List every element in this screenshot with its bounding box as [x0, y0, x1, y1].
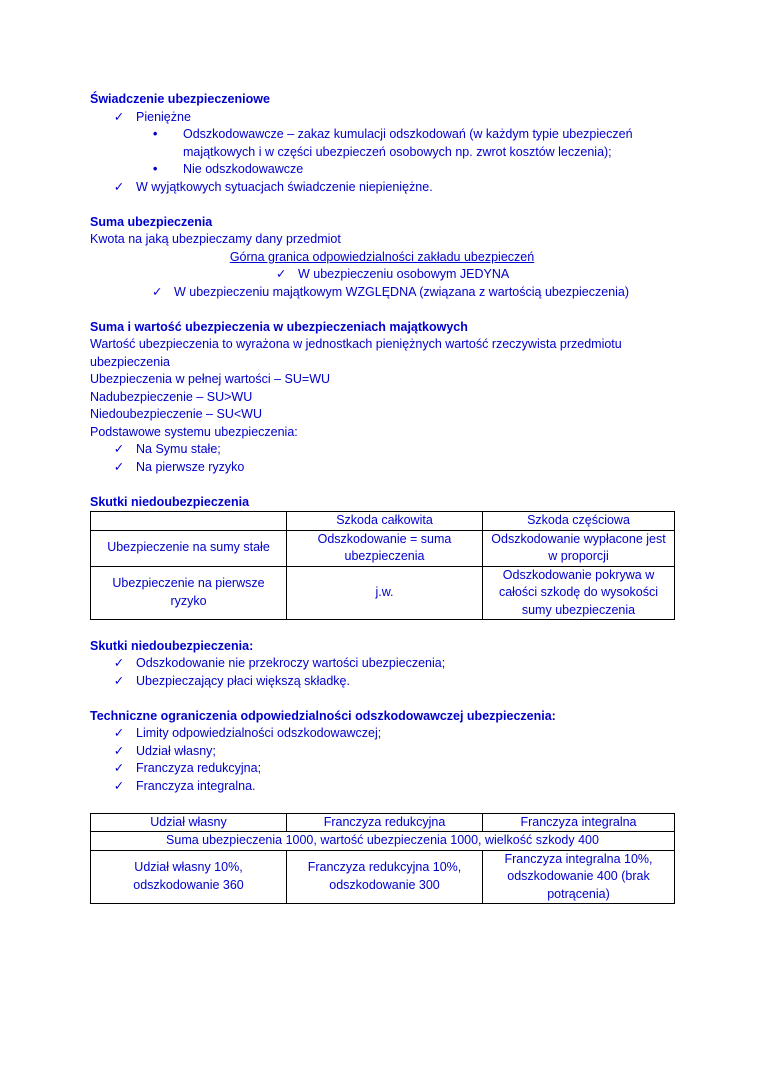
table-cell: [91, 512, 287, 531]
checkmark-icon: ✓: [113, 761, 125, 775]
table-cell-example: Suma ubezpieczenia 1000, wartość ubezpieczenia 1000, wielkość szkody 400: [91, 832, 675, 851]
document-content: [90, 91, 674, 904]
heading-skutki-2: Skutki niedoubezpieczenia:: [90, 638, 254, 653]
checkmark-icon: ✓: [113, 743, 125, 758]
bullet-icon: •: [153, 127, 158, 141]
checkmark-icon: ✓: [113, 656, 125, 670]
table-row: [91, 566, 675, 620]
skutki-table: [90, 511, 675, 620]
heading-suma-wartosc: Suma i wartość ubezpieczenia w ubezpieczeniach majątkowych: [90, 319, 468, 334]
checkmark-icon: ✓: [113, 673, 125, 688]
check-item: ✓ Franczyza redukcyjna;: [90, 760, 674, 778]
check-item: ✓ Ubezpieczający płaci większą składkę.: [90, 673, 674, 691]
check-item: ✓ Pieniężne: [90, 109, 674, 127]
check-item: ✓ W ubezpieczeniu osobowym JEDYNA: [90, 266, 674, 284]
heading-swiadczenie: Świadczenie ubezpieczeniowe: [90, 92, 270, 106]
text-line: Podstawowe systemu ubezpieczenia:: [90, 424, 298, 439]
bullet-item: • Odszkodowawcze – zakaz kumulacji odszkodowań (w każdym typie ubezpieczeń majątkowych i w części ubezpieczeń osobowych np. zwrot kosztów leczenia);: [153, 127, 633, 159]
text-line: Ubezpieczenia w pełnej wartości – SU=WU: [90, 372, 331, 386]
check-item: ✓ Na Symu stałe;: [90, 441, 674, 459]
table-cell: Szkoda całkowita: [287, 512, 483, 531]
checkmark-icon: ✓: [152, 284, 163, 299]
table-cell: j.w.: [287, 566, 483, 620]
table-cell: Szkoda częściowa: [483, 512, 675, 531]
table-cell: Franczyza integralna 10%, odszkodowanie 400 (brak potrącenia): [483, 850, 675, 904]
text-line: Kwota na jaką ubezpieczamy dany przedmiot: [90, 232, 341, 246]
check-item: ✓ W wyjątkowych sytuacjach świadczenie niepieniężne.: [90, 179, 674, 197]
franczyza-table: [90, 813, 675, 905]
table-cell: Franczyza redukcyjna: [287, 813, 483, 832]
checkmark-icon: ✓: [276, 267, 287, 281]
table-row: [91, 512, 675, 531]
table-row: [91, 850, 675, 904]
table-cell: Franczyza integralna: [483, 813, 675, 832]
table-cell: Udział własny 10%, odszkodowanie 360: [91, 850, 287, 904]
bullet-item: • Nie odszkodowawcze: [90, 161, 674, 179]
check-item: ✓ Franczyza integralna.: [90, 778, 674, 796]
check-item: ✓ Odszkodowanie nie przekroczy wartości ubezpieczenia;: [90, 655, 674, 673]
table-cell: Franczyza redukcyjna 10%, odszkodowanie 300: [287, 850, 483, 904]
text-line-underlined: Górna granica odpowiedzialności zakładu ubezpieczeń: [229, 249, 535, 264]
check-item: ✓ Na pierwsze ryzyko: [90, 459, 674, 477]
table-row: [91, 530, 675, 566]
checkmark-icon: ✓: [113, 109, 125, 124]
checkmark-icon: ✓: [113, 459, 125, 474]
heading-skutki: Skutki niedoubezpieczenia: [90, 494, 250, 509]
table-row: [91, 813, 675, 832]
table-cell: Odszkodowanie = suma ubezpieczenia: [287, 530, 483, 566]
checkmark-icon: ✓: [113, 778, 125, 793]
bullet-icon: •: [153, 162, 158, 176]
table-cell: Odszkodowanie pokrywa w całości szkodę do wysokości sumy ubezpieczenia: [483, 566, 675, 620]
table-cell: Ubezpieczenie na pierwsze ryzyko: [91, 566, 287, 620]
text-line: ubezpieczenia: [90, 354, 170, 369]
heading-suma: Suma ubezpieczenia: [90, 214, 213, 229]
check-item: ✓ Limity odpowiedzialności odszkodowawczej;: [90, 725, 674, 743]
checkmark-icon: ✓: [113, 442, 125, 456]
text-line: Wartość ubezpieczenia to wyrażona w jednostkach pieniężnych wartość rzeczywista przedmiotu: [90, 337, 622, 351]
checkmark-icon: ✓: [113, 726, 125, 740]
checkmark-icon: ✓: [113, 179, 125, 194]
text-line: Niedoubezpieczenie – SU<WU: [90, 407, 262, 421]
table-cell: Ubezpieczenie na sumy stałe: [91, 530, 287, 566]
text-line: Nadubezpieczenie – SU>WU: [90, 389, 253, 404]
heading-techniczne: Techniczne ograniczenia odpowiedzialności odszkodowawczej ubezpieczenia:: [90, 708, 556, 723]
table-row: [91, 832, 675, 851]
check-item: ✓ Udział własny;: [90, 743, 674, 761]
table-cell: Odszkodowanie wypłacone jest w proporcji: [483, 530, 675, 566]
check-item: ✓ W ubezpieczeniu majątkowym WZGLĘDNA (związana z wartością ubezpieczenia): [90, 284, 674, 302]
table-cell: Udział własny: [91, 813, 287, 832]
